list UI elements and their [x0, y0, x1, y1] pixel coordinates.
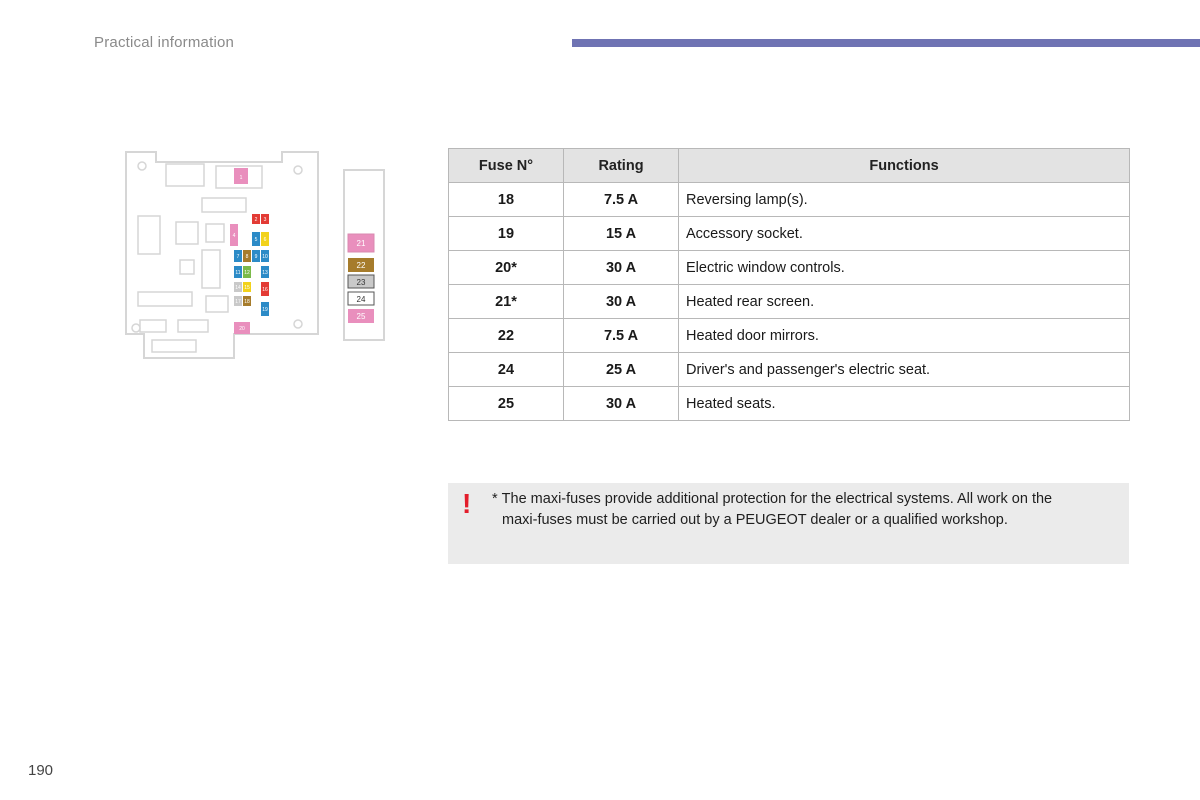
table-row [449, 387, 1130, 421]
maxi-fuses [348, 234, 374, 323]
warning-text [492, 489, 1107, 531]
svg-text:9: 9 [254, 254, 258, 260]
fuse-rating: 15 A [564, 217, 679, 251]
table-header-row [449, 149, 1130, 183]
svg-text:8: 8 [245, 254, 249, 260]
fuse-rating: 30 A [564, 285, 679, 319]
table-row [449, 319, 1130, 353]
fuse-number: 25 [449, 387, 564, 421]
fuse-table [448, 148, 1130, 421]
column-header-functions: Functions [679, 149, 1130, 183]
svg-text:6: 6 [263, 237, 267, 243]
fuse-rating: 7.5 A [564, 183, 679, 217]
svg-text:4: 4 [232, 233, 236, 239]
svg-text:18: 18 [244, 299, 250, 305]
fuse-number: 18 [449, 183, 564, 217]
svg-text:25: 25 [356, 312, 366, 321]
fuse-rating: 7.5 A [564, 319, 679, 353]
fuse-box-diagram [122, 148, 392, 370]
fuse-function: Heated seats. [679, 387, 1130, 421]
header-accent-bar [572, 39, 1200, 47]
maxi-fuse-warning-note [448, 483, 1129, 564]
svg-text:17: 17 [235, 299, 241, 305]
fuse-function: Driver's and passenger's electric seat. [679, 353, 1130, 387]
fuse-number: 21* [449, 285, 564, 319]
table-row [449, 353, 1130, 387]
fuse-rating: 30 A [564, 387, 679, 421]
table-row [449, 217, 1130, 251]
svg-text:22: 22 [356, 261, 366, 270]
fuse-rating: 25 A [564, 353, 679, 387]
svg-text:7: 7 [236, 254, 240, 260]
svg-text:3: 3 [263, 217, 267, 223]
fuse-number: 24 [449, 353, 564, 387]
fuse-number: 19 [449, 217, 564, 251]
svg-text:15: 15 [244, 285, 250, 291]
page-number: 190 [28, 762, 54, 779]
svg-text:2: 2 [254, 217, 258, 223]
warning-text-line-1: The maxi-fuses provide additional protection for the electrical systems. All work on the [501, 491, 1053, 507]
fuse-box-svg [122, 148, 392, 370]
svg-text:19: 19 [262, 307, 268, 313]
warning-exclamation-icon: ! [462, 488, 472, 519]
svg-text:16: 16 [262, 287, 268, 293]
fuse-function: Reversing lamp(s). [679, 183, 1130, 217]
column-header-fuse: Fuse N° [449, 149, 564, 183]
svg-text:14: 14 [235, 285, 241, 291]
fuse-function: Heated rear screen. [679, 285, 1130, 319]
svg-text:12: 12 [244, 270, 250, 276]
housing-outline [126, 152, 318, 358]
table-row [449, 183, 1130, 217]
fuse-function: Accessory socket. [679, 217, 1130, 251]
section-title: Practical information [94, 34, 235, 51]
warning-text-line-2: maxi-fuses must be carried out by a PEUGEOT dealer or a qualified workshop. [502, 512, 1008, 528]
table-row [449, 251, 1130, 285]
svg-text:10: 10 [262, 254, 268, 260]
footnote-asterisk: * [492, 491, 498, 507]
svg-text:23: 23 [356, 278, 366, 287]
fuse-rating: 30 A [564, 251, 679, 285]
svg-text:24: 24 [356, 295, 366, 304]
svg-text:1: 1 [239, 175, 243, 181]
svg-text:13: 13 [262, 270, 268, 276]
table-row [449, 285, 1130, 319]
fuse-function: Electric window controls. [679, 251, 1130, 285]
svg-text:5: 5 [254, 237, 258, 243]
fuse-function: Heated door mirrors. [679, 319, 1130, 353]
svg-text:21: 21 [356, 239, 366, 248]
svg-text:20: 20 [239, 326, 245, 332]
column-header-rating: Rating [564, 149, 679, 183]
svg-text:11: 11 [235, 270, 241, 276]
fuse-number: 20* [449, 251, 564, 285]
fuse-number: 22 [449, 319, 564, 353]
